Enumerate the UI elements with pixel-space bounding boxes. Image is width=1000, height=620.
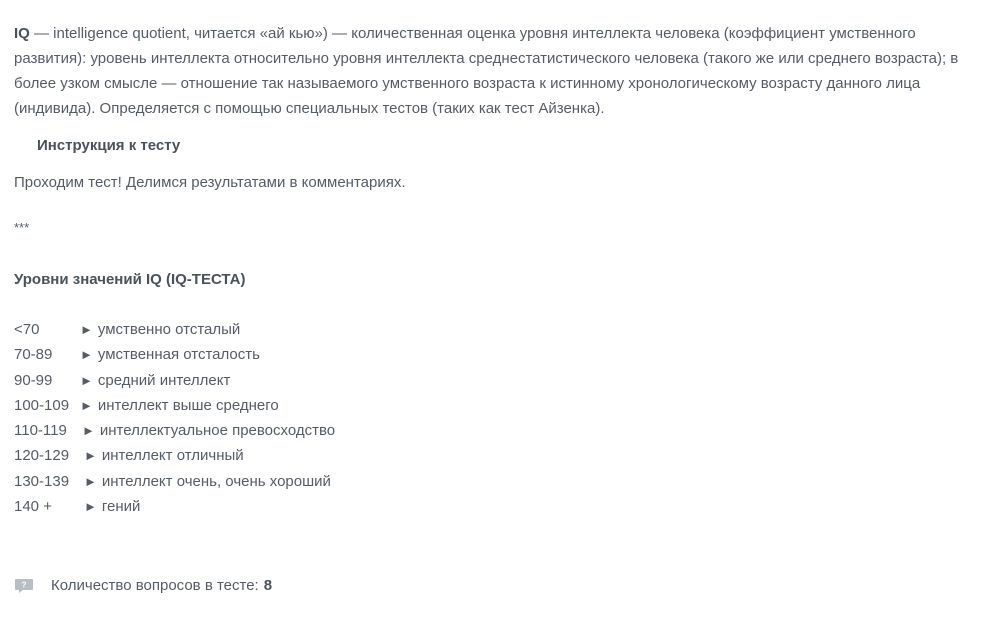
level-item (14, 443, 989, 468)
level-range: <70 (14, 321, 40, 338)
intro-text: — intelligence quotient, читается «ай кью») — количественная оценка уровня интеллекта человека (коэффициент умственного развития): уровень интеллекта относительно уровня интеллекта среднестатистического человека (такого же или среднего возраста); в более узком смысле — отношение так называемого умственного возраста к истинному хронологическому возрасту данного лица (индивида). Определяется с помощью специальных тестов (таких как тест Айзенка). (14, 25, 959, 117)
level-label: интеллект выше среднего (97, 396, 279, 414)
level-label: интеллект очень, очень хороший (101, 472, 331, 490)
question-bubble-icon (14, 578, 34, 593)
level-label: умственно отсталый (97, 321, 241, 338)
level-label: средний интеллект (97, 371, 231, 389)
levels-title: Уровни значений IQ (IQ-ТЕСТА) (14, 271, 246, 288)
level-label: гений (101, 498, 141, 516)
article-content (14, 21, 989, 519)
level-range: 100-109 (14, 396, 70, 414)
arrow-icon: ► (80, 347, 93, 363)
level-range: 140 + (14, 498, 52, 516)
level-range: 120-129 (14, 447, 70, 465)
arrow-icon: ► (80, 372, 93, 388)
prompt-text: Проходим тест! Делимся результатами в комментариях. (14, 174, 406, 191)
level-item (14, 393, 989, 418)
level-item (14, 469, 989, 494)
arrow-icon: ► (84, 448, 97, 464)
level-range: 130-139 (14, 472, 70, 490)
level-item (14, 494, 989, 519)
svg-text:?: ? (21, 580, 27, 590)
level-label: интеллектуальное превосходство (99, 422, 336, 440)
level-label: умственная отсталость (97, 346, 260, 364)
intro-paragraph (14, 21, 989, 121)
arrow-icon: ► (80, 397, 93, 413)
level-item (14, 317, 989, 342)
question-count (14, 573, 272, 598)
level-range: 90-99 (14, 371, 53, 389)
level-item (14, 368, 989, 393)
separator: *** (14, 220, 30, 235)
arrow-icon: ► (82, 423, 95, 439)
question-count-value: 8 (263, 577, 273, 594)
intro-term: IQ (14, 25, 30, 42)
arrow-icon: ► (80, 322, 93, 337)
levels-list (14, 317, 989, 519)
level-item (14, 418, 989, 443)
arrow-icon: ► (84, 473, 97, 489)
level-item (14, 342, 989, 367)
level-label: интеллект отличный (101, 447, 244, 465)
instructions-heading: Инструкция к тесту (37, 137, 181, 154)
question-count-label: Количество вопросов в тесте: (51, 577, 259, 594)
level-range: 70-89 (14, 346, 53, 364)
level-range: 110-119 (14, 422, 67, 440)
arrow-icon: ► (84, 499, 97, 515)
